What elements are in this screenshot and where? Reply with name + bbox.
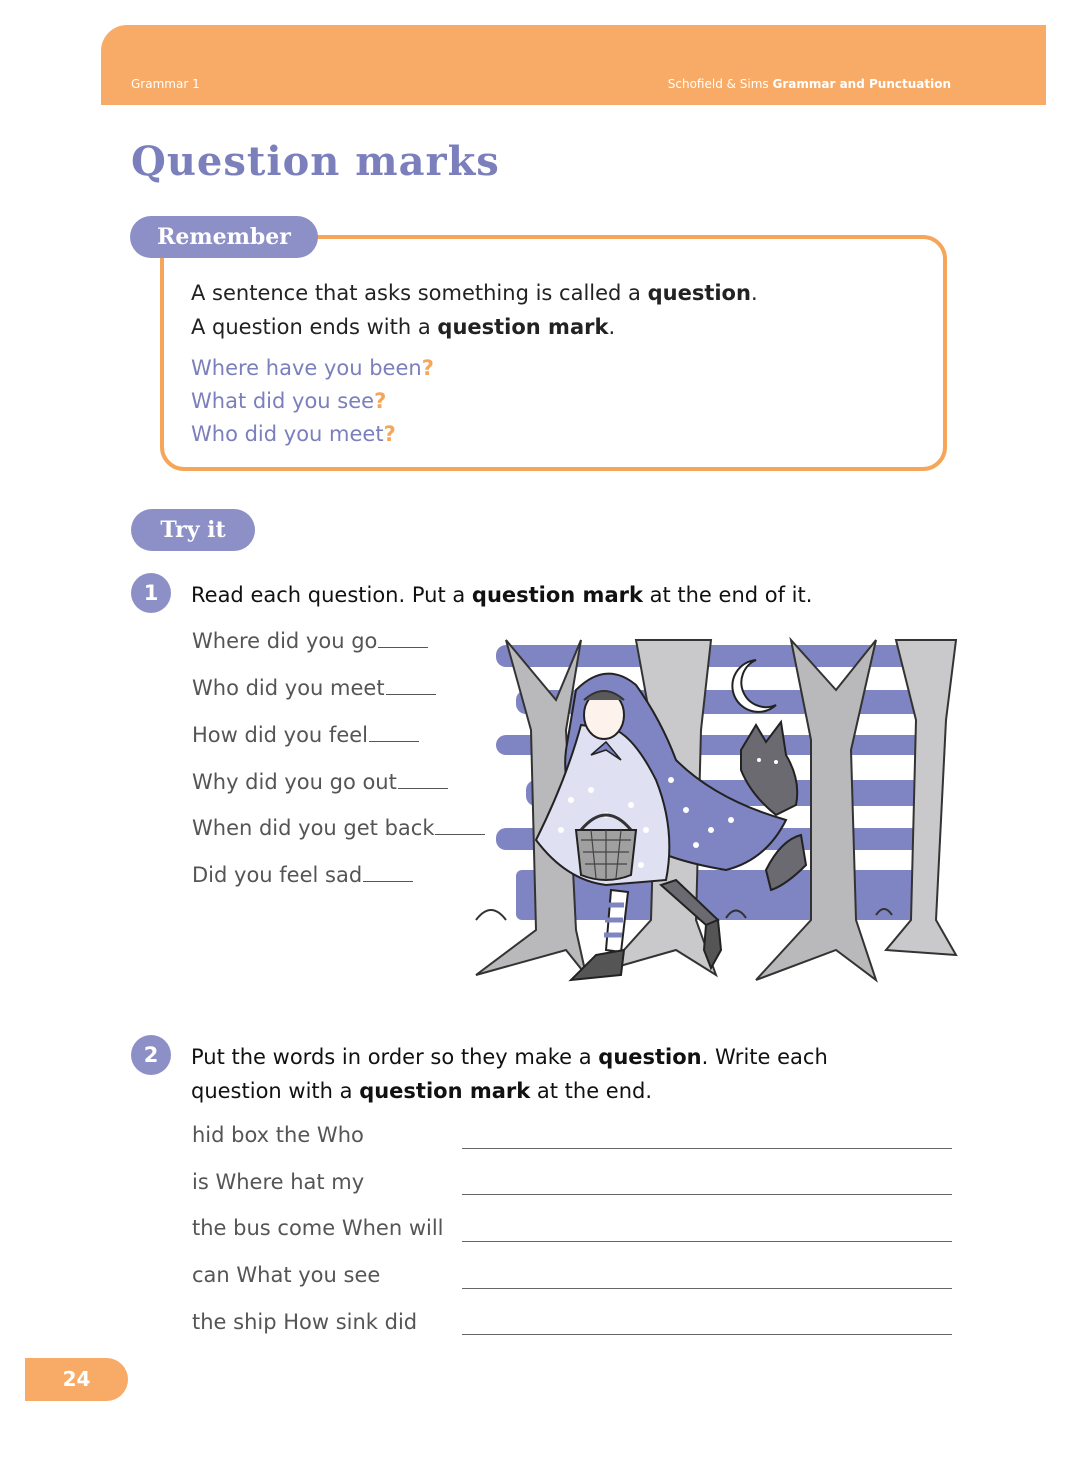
jumbled-words: the bus come When will	[192, 1216, 444, 1240]
header-band	[101, 25, 1046, 105]
ex2-instr-mid: . Write each	[701, 1045, 828, 1069]
ex2-instr-bold-2: question mark	[359, 1079, 531, 1103]
red-riding-hood-illustration	[456, 630, 970, 990]
question-text: Who did you meet	[192, 676, 385, 700]
header-book-title	[668, 77, 951, 91]
page-number: 24	[25, 1358, 128, 1401]
remember-label: Remember	[130, 216, 318, 258]
exercise-2-number: 2	[131, 1035, 171, 1075]
example-3-text: Who did you meet	[191, 422, 384, 446]
rule-2-bold: question mark	[437, 315, 609, 339]
answer-line[interactable]	[462, 1334, 952, 1335]
header-section-label: Grammar 1	[131, 77, 200, 91]
jumbled-words: is Where hat my	[192, 1170, 365, 1194]
exercise-1-instruction	[191, 578, 812, 612]
rule-1-text: A sentence that asks something is called a	[191, 281, 648, 305]
header-publisher: Schofield & Sims	[667, 77, 769, 91]
question-item	[192, 863, 413, 887]
answer-blank[interactable]	[386, 693, 436, 695]
answer-blank[interactable]	[398, 787, 448, 789]
question-item	[192, 629, 428, 653]
question-item	[192, 723, 419, 747]
ex2-instr-bold: question	[598, 1045, 702, 1069]
question-text: Where did you go	[192, 629, 378, 653]
example-2-text: What did you see	[191, 389, 375, 413]
answer-blank[interactable]	[369, 740, 419, 742]
answer-line[interactable]	[462, 1194, 952, 1195]
answer-blank[interactable]	[363, 880, 413, 882]
answer-blank[interactable]	[378, 646, 428, 648]
example-1-text: Where have you been	[191, 356, 422, 380]
ex2-instr-text: Put the words in order so they make a	[191, 1045, 599, 1069]
page-title: Question marks	[131, 138, 500, 185]
remember-rule-1	[191, 281, 758, 305]
question-text: How did you feel	[192, 723, 368, 747]
ex1-instr-bold: question mark	[471, 583, 643, 607]
example-1	[191, 356, 434, 380]
rule-2-end: .	[608, 315, 616, 339]
question-item	[192, 676, 436, 700]
jumbled-words: the ship How sink did	[192, 1310, 418, 1334]
answer-line[interactable]	[462, 1241, 952, 1242]
ex2-instr-end: at the end.	[530, 1079, 653, 1103]
exercise-2-instruction	[191, 1040, 828, 1108]
example-3	[191, 422, 396, 446]
ex1-instr-text: Read each question. Put a	[191, 583, 472, 607]
jumbled-words: hid box the Who	[192, 1123, 364, 1147]
rule-1-bold: question	[647, 281, 751, 305]
exercise-1-number: 1	[131, 573, 171, 613]
answer-line[interactable]	[462, 1288, 952, 1289]
header-series: Grammar and Punctuation	[772, 77, 951, 91]
ex1-instr-end: at the end of it.	[642, 583, 813, 607]
jumbled-words: can What you see	[192, 1263, 381, 1287]
example-1-qmark: ?	[421, 356, 434, 380]
question-text: Did you feel sad	[192, 863, 363, 887]
question-text: Why did you go out	[192, 770, 397, 794]
question-item	[192, 816, 485, 840]
answer-line[interactable]	[462, 1148, 952, 1149]
example-2-qmark: ?	[374, 389, 387, 413]
ex2-instr-text-2: question with a	[191, 1079, 360, 1103]
remember-rule-2	[191, 315, 615, 339]
try-it-label: Try it	[131, 509, 255, 551]
example-3-qmark: ?	[383, 422, 396, 446]
question-text: When did you get back	[192, 816, 435, 840]
example-2	[191, 389, 386, 413]
rule-1-end: .	[750, 281, 758, 305]
rule-2-text: A question ends with a	[191, 315, 438, 339]
question-item	[192, 770, 448, 794]
